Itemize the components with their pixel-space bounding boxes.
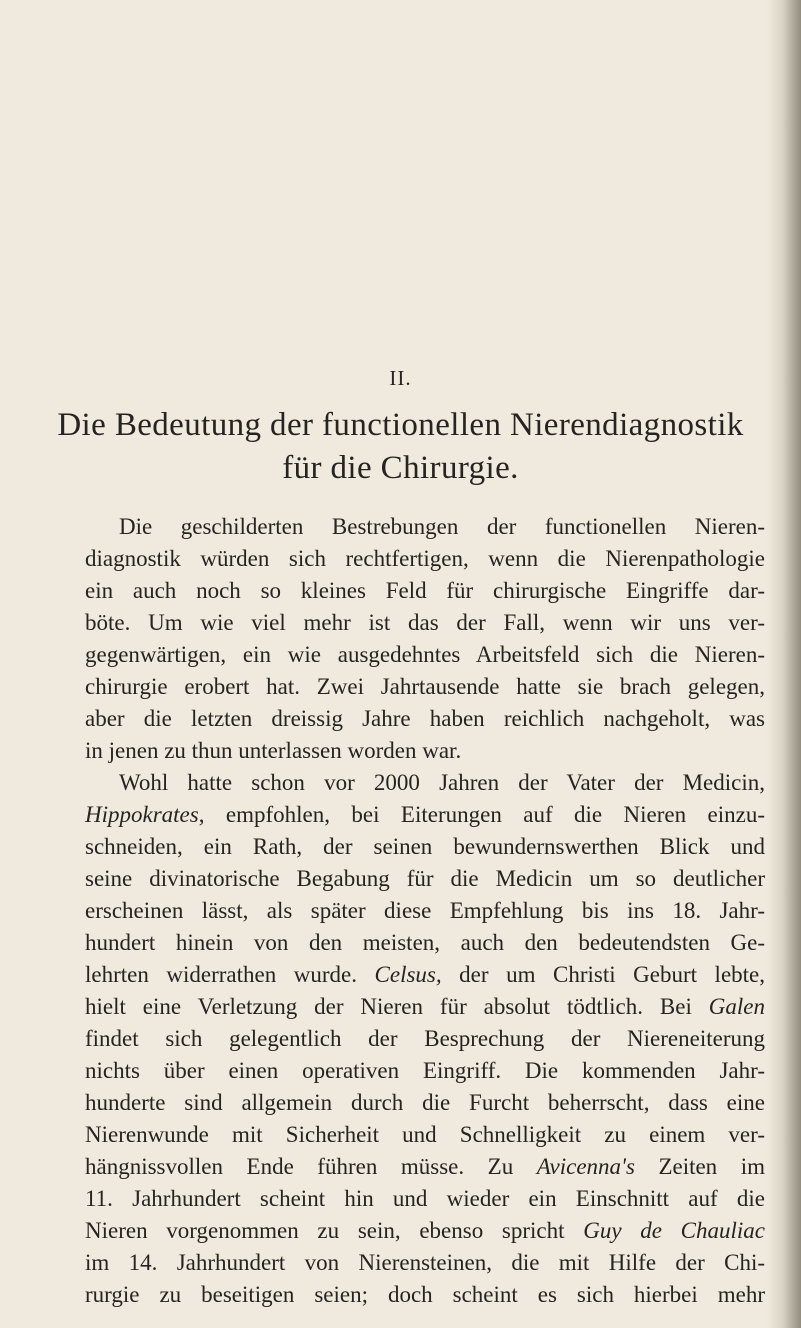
text-run: diagnostik würden sich rechtfertigen, wenn die Nierenpathologie xyxy=(85,546,765,571)
text-run: schneiden, ein Rath, der seinen bewundernswerthen Blick und xyxy=(85,834,765,859)
text-line xyxy=(85,1087,765,1119)
text-line xyxy=(85,639,765,671)
text-run: ein auch noch so kleines Feld für chirurgische Eingriffe dar- xyxy=(85,578,765,603)
text-line xyxy=(85,1055,765,1087)
body-text xyxy=(85,511,765,1311)
text-run: , empfohlen, bei Eiterungen auf die Nieren einzu- xyxy=(198,802,765,827)
text-run: aber die letzten dreissig Jahre haben reichlich nachgeholt, was xyxy=(85,706,765,731)
text-run: der um Christi Geburt lebte, xyxy=(441,962,765,987)
text-line xyxy=(85,991,765,1023)
text-run: nichts über einen operativen Eingriff. Die kommenden Jahr- xyxy=(85,1058,765,1083)
text-run: Die geschilderten Bestrebungen der functionellen Nieren- xyxy=(119,514,765,539)
text-run: hundert hinein von den meisten, auch den bedeutendsten Ge- xyxy=(85,930,765,955)
italic-name: Celsus, xyxy=(374,962,442,987)
text-line xyxy=(85,543,765,575)
text-line xyxy=(85,959,765,991)
italic-name: Hippokrates xyxy=(85,802,199,827)
text-line xyxy=(85,511,765,543)
text-line xyxy=(85,1023,765,1055)
chapter-number: II. xyxy=(389,366,412,390)
text-line xyxy=(85,863,765,895)
text-line xyxy=(85,1151,765,1183)
page-edge-shadow xyxy=(767,0,801,1328)
text-run: hielt eine Verletzung der Nieren für absolut tödtlich. Bei xyxy=(85,994,709,1019)
text-line xyxy=(85,1183,765,1215)
text-line xyxy=(85,1215,765,1247)
chapter-title xyxy=(40,404,761,490)
text-run: chirurgie erobert hat. Zwei Jahrtausende hatte sie brach gelegen, xyxy=(85,674,765,699)
text-line xyxy=(85,767,765,799)
text-line xyxy=(85,831,765,863)
text-run: hunderte sind allgemein durch die Furcht beherrscht, dass eine xyxy=(85,1090,765,1115)
text-line xyxy=(85,895,765,927)
text-run: lehrten widerrathen wurde. xyxy=(85,962,375,987)
text-line xyxy=(85,799,765,831)
chapter-title-line-2: für die Chirurgie. xyxy=(282,450,519,486)
text-line xyxy=(85,1247,765,1279)
text-run: 11. Jahrhundert scheint hin und wieder ein Einschnitt auf die xyxy=(85,1186,765,1211)
text-run: findet sich gelegentlich der Besprechung der Niereneiterung xyxy=(85,1026,765,1051)
text-run: Zeiten im xyxy=(634,1154,765,1179)
text-run: Nieren vorgenommen zu sein, ebenso spricht xyxy=(85,1218,584,1243)
text-run: erscheinen lässt, als später diese Empfehlung bis ins 18. Jahr- xyxy=(85,898,765,923)
text-run: rurgie zu beseitigen seien; doch scheint es sich hierbei mehr xyxy=(85,1282,765,1307)
text-run: Wohl hatte schon vor 2000 Jahren der Vater der Medicin, xyxy=(119,770,765,795)
text-line xyxy=(85,703,765,735)
italic-name: Guy de Chauliac xyxy=(583,1218,766,1243)
text-run: Nierenwunde mit Sicherheit und Schnelligkeit zu einem ver- xyxy=(85,1122,765,1147)
text-line xyxy=(85,671,765,703)
text-line xyxy=(85,927,765,959)
text-line xyxy=(85,607,765,639)
text-run: in jenen zu thun unterlassen worden war. xyxy=(85,738,462,763)
text-run: seine divinatorische Begabung für die Medicin um so deutlicher xyxy=(85,866,765,891)
text-line xyxy=(85,1279,765,1311)
italic-name: Galen xyxy=(708,994,765,1019)
chapter-title-line-1: Die Bedeutung der functionellen Nierendiagnostik xyxy=(57,407,744,443)
text-line xyxy=(85,1119,765,1151)
text-run: gegenwärtigen, ein wie ausgedehntes Arbeitsfeld sich die Nieren- xyxy=(85,642,765,667)
text-line xyxy=(85,575,765,607)
text-run: hängnissvollen Ende führen müsse. Zu xyxy=(85,1154,537,1179)
text-run: böte. Um wie viel mehr ist das der Fall, wenn wir uns ver- xyxy=(85,610,765,635)
italic-name: Avicenna's xyxy=(536,1154,635,1179)
text-run: im 14. Jahrhundert von Nierensteinen, die mit Hilfe der Chi- xyxy=(85,1250,765,1275)
text-line xyxy=(85,735,765,767)
